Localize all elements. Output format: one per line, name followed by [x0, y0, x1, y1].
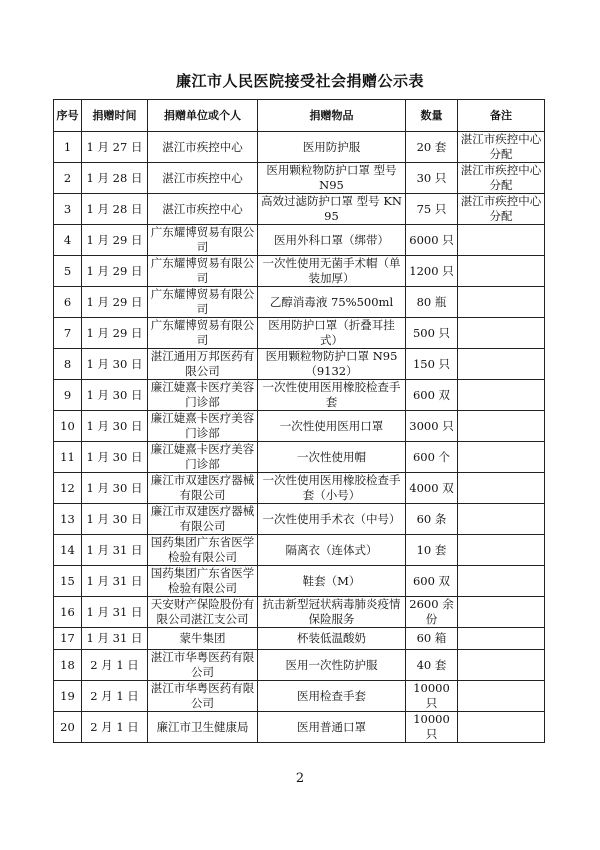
cell-donor: 湛江市疾控中心 — [148, 163, 258, 194]
cell-qty: 1200 只 — [406, 256, 458, 287]
cell-qty: 10000 只 — [406, 681, 458, 712]
cell-no: 20 — [54, 712, 82, 743]
cell-item: 医用外科口罩（绑带） — [258, 225, 406, 256]
cell-donor: 湛江通用万邦医药有限公司 — [148, 349, 258, 380]
cell-no: 15 — [54, 566, 82, 597]
cell-item: 一次性使用帽 — [258, 442, 406, 473]
cell-item: 医用防护口罩（折叠耳挂式） — [258, 318, 406, 349]
cell-donor: 廉江市双建医疗器械有限公司 — [148, 473, 258, 504]
cell-donor: 廉江市双建医疗器械有限公司 — [148, 504, 258, 535]
cell-item: 杯装低温酸奶 — [258, 628, 406, 650]
cell-note — [458, 287, 545, 318]
cell-no: 18 — [54, 650, 82, 681]
cell-date: 2 月 1 日 — [82, 681, 148, 712]
table-row — [54, 194, 545, 225]
cell-donor: 广东耀博贸易有限公司 — [148, 256, 258, 287]
cell-item: 一次性使用无菌手术帽（单装加厚） — [258, 256, 406, 287]
cell-no: 7 — [54, 318, 82, 349]
cell-qty: 3000 只 — [406, 411, 458, 442]
cell-item: 医用一次性防护服 — [258, 650, 406, 681]
page-number: 2 — [295, 771, 305, 786]
cell-qty: 20 套 — [406, 132, 458, 163]
cell-date: 1 月 27 日 — [82, 132, 148, 163]
cell-donor: 廉江婕熹卡医疗美容门诊部 — [148, 442, 258, 473]
cell-qty: 2600 余份 — [406, 597, 458, 628]
cell-item: 医用颗粒物防护口罩 型号 N95 — [258, 163, 406, 194]
cell-note — [458, 411, 545, 442]
cell-note — [458, 318, 545, 349]
table-row — [54, 132, 545, 163]
cell-donor: 廉江婕熹卡医疗美容门诊部 — [148, 380, 258, 411]
cell-note: 湛江市疾控中心分配 — [458, 132, 545, 163]
cell-date: 1 月 30 日 — [82, 442, 148, 473]
cell-item: 医用普通口罩 — [258, 712, 406, 743]
cell-date: 1 月 29 日 — [82, 318, 148, 349]
cell-no: 1 — [54, 132, 82, 163]
cell-date: 1 月 30 日 — [82, 504, 148, 535]
table-row — [54, 287, 545, 318]
cell-no: 3 — [54, 194, 82, 225]
cell-date: 1 月 31 日 — [82, 566, 148, 597]
cell-donor: 天安财产保险股份有限公司湛江支公司 — [148, 597, 258, 628]
cell-item: 隔离衣（连体式） — [258, 535, 406, 566]
cell-note — [458, 650, 545, 681]
cell-date: 1 月 30 日 — [82, 411, 148, 442]
cell-date: 1 月 28 日 — [82, 163, 148, 194]
cell-donor: 国药集团广东省医学检验有限公司 — [148, 535, 258, 566]
table-row — [54, 442, 545, 473]
cell-note: 湛江市疾控中心分配 — [458, 163, 545, 194]
header-note: 备注 — [458, 100, 545, 132]
cell-date: 2 月 1 日 — [82, 712, 148, 743]
cell-note — [458, 473, 545, 504]
table-row — [54, 380, 545, 411]
cell-item: 抗击新型冠状病毒肺炎疫情保险服务 — [258, 597, 406, 628]
table-row — [54, 318, 545, 349]
cell-no: 9 — [54, 380, 82, 411]
table-row — [54, 411, 545, 442]
cell-date: 1 月 29 日 — [82, 256, 148, 287]
header-no: 序号 — [54, 100, 82, 132]
cell-donor: 湛江市华粤医药有限公司 — [148, 681, 258, 712]
cell-donor: 广东耀博贸易有限公司 — [148, 287, 258, 318]
cell-no: 8 — [54, 349, 82, 380]
table-row — [54, 504, 545, 535]
table-row — [54, 597, 545, 628]
cell-no: 19 — [54, 681, 82, 712]
table-row — [54, 566, 545, 597]
table-row — [54, 473, 545, 504]
cell-qty: 80 瓶 — [406, 287, 458, 318]
cell-qty: 6000 只 — [406, 225, 458, 256]
cell-donor: 广东耀博贸易有限公司 — [148, 318, 258, 349]
header-donor: 捐赠单位或个人 — [148, 100, 258, 132]
cell-qty: 60 条 — [406, 504, 458, 535]
table-row — [54, 349, 545, 380]
header-qty: 数量 — [406, 100, 458, 132]
cell-note — [458, 712, 545, 743]
cell-item: 一次性使用手术衣（中号） — [258, 504, 406, 535]
cell-no: 16 — [54, 597, 82, 628]
donation-table — [53, 99, 545, 743]
cell-note — [458, 628, 545, 650]
cell-item: 一次性使用医用橡胶检查手套 — [258, 380, 406, 411]
cell-item: 医用颗粒物防护口罩 N95（9132） — [258, 349, 406, 380]
cell-no: 2 — [54, 163, 82, 194]
cell-no: 12 — [54, 473, 82, 504]
cell-note: 湛江市疾控中心分配 — [458, 194, 545, 225]
cell-no: 17 — [54, 628, 82, 650]
cell-donor: 蒙牛集团 — [148, 628, 258, 650]
table-row — [54, 163, 545, 194]
cell-date: 1 月 31 日 — [82, 535, 148, 566]
cell-qty: 60 箱 — [406, 628, 458, 650]
cell-no: 13 — [54, 504, 82, 535]
cell-donor: 廉江婕熹卡医疗美容门诊部 — [148, 411, 258, 442]
cell-note — [458, 349, 545, 380]
cell-note — [458, 681, 545, 712]
cell-item: 高效过滤防护口罩 型号 KN95 — [258, 194, 406, 225]
cell-qty: 150 只 — [406, 349, 458, 380]
cell-note — [458, 225, 545, 256]
cell-date: 1 月 30 日 — [82, 349, 148, 380]
cell-donor: 湛江市疾控中心 — [148, 132, 258, 163]
cell-donor: 湛江市疾控中心 — [148, 194, 258, 225]
cell-qty: 600 双 — [406, 566, 458, 597]
cell-date: 1 月 30 日 — [82, 473, 148, 504]
cell-no: 10 — [54, 411, 82, 442]
table-row — [54, 535, 545, 566]
header-item: 捐赠物品 — [258, 100, 406, 132]
cell-donor: 广东耀博贸易有限公司 — [148, 225, 258, 256]
cell-note — [458, 566, 545, 597]
cell-note — [458, 256, 545, 287]
cell-qty: 4000 双 — [406, 473, 458, 504]
cell-date: 1 月 31 日 — [82, 628, 148, 650]
cell-note — [458, 380, 545, 411]
cell-note — [458, 597, 545, 628]
cell-date: 1 月 29 日 — [82, 225, 148, 256]
page-title: 廉江市人民医院接受社会捐赠公示表 — [175, 72, 424, 90]
cell-item: 一次性使用医用口罩 — [258, 411, 406, 442]
cell-donor: 国药集团广东省医学检验有限公司 — [148, 566, 258, 597]
cell-item: 一次性使用医用橡胶检查手套（小号） — [258, 473, 406, 504]
table-row — [54, 225, 545, 256]
table-row — [54, 712, 545, 743]
header-date: 捐赠时间 — [82, 100, 148, 132]
table-header-row — [54, 100, 545, 132]
cell-date: 1 月 30 日 — [82, 380, 148, 411]
table-row — [54, 681, 545, 712]
cell-qty: 30 只 — [406, 163, 458, 194]
cell-no: 5 — [54, 256, 82, 287]
cell-donor: 湛江市华粤医药有限公司 — [148, 650, 258, 681]
cell-qty: 600 双 — [406, 380, 458, 411]
cell-qty: 75 只 — [406, 194, 458, 225]
cell-qty: 10000 只 — [406, 712, 458, 743]
cell-no: 4 — [54, 225, 82, 256]
cell-note — [458, 535, 545, 566]
cell-date: 1 月 28 日 — [82, 194, 148, 225]
table-row — [54, 256, 545, 287]
cell-note — [458, 504, 545, 535]
cell-no: 14 — [54, 535, 82, 566]
cell-qty: 40 套 — [406, 650, 458, 681]
cell-item: 乙醇消毒液 75%500ml — [258, 287, 406, 318]
cell-date: 1 月 31 日 — [82, 597, 148, 628]
cell-no: 11 — [54, 442, 82, 473]
cell-note — [458, 442, 545, 473]
cell-qty: 500 只 — [406, 318, 458, 349]
cell-item: 医用检查手套 — [258, 681, 406, 712]
cell-qty: 10 套 — [406, 535, 458, 566]
cell-donor: 廉江市卫生健康局 — [148, 712, 258, 743]
cell-date: 2 月 1 日 — [82, 650, 148, 681]
table-row — [54, 650, 545, 681]
table-row — [54, 628, 545, 650]
cell-qty: 600 个 — [406, 442, 458, 473]
cell-item: 医用防护服 — [258, 132, 406, 163]
cell-item: 鞋套（M） — [258, 566, 406, 597]
cell-date: 1 月 29 日 — [82, 287, 148, 318]
cell-no: 6 — [54, 287, 82, 318]
